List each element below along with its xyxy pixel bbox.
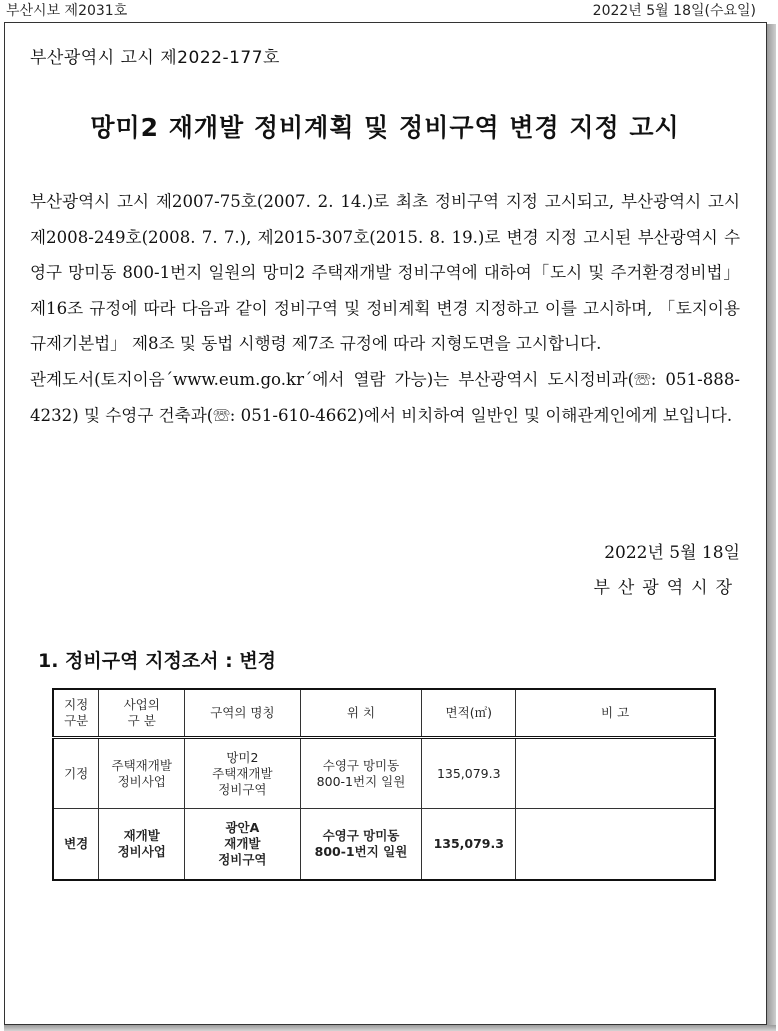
header-cell: 위 치 bbox=[300, 689, 422, 738]
header-cell: 비 고 bbox=[516, 689, 715, 738]
table-cell bbox=[516, 809, 715, 880]
designation-table bbox=[52, 688, 716, 881]
gazette-date: 2022년 5월 18일(수요일) bbox=[592, 3, 756, 19]
notice-title: 망미2 재개발 정비계획 및 정비구역 변경 지정 고시 bbox=[90, 113, 680, 142]
body-paragraph-1: 부산광역시 고시 제2007-75호(2007. 2. 14.)로 최초 정비구역 지정 고시되고, 부산광역시 고시 제2008-249호(2008. 7. 7.), 제2015-307호(2015. 8. 19.)로 변경 지정 고시된 부산광역시 수영구 망미동 800-1번지 일원의 망미2 주택재개발 정비구역에 대하여「도시 및 주거환경정비법」제16조 규정에 따라 다음과 같이 정비구역 및 정비계획 변경 지정하고 이를 고시하며, 「토지이용규제기본법」 제8조 및 동법 시행령 제7조 규정에 따라 지형도면을 고시합니다. bbox=[30, 192, 740, 354]
page-header bbox=[0, 0, 778, 22]
table-cell: 수영구 망미동 800-1번지 일원 bbox=[300, 809, 422, 880]
table-row bbox=[53, 738, 715, 809]
header-cell: 면적(㎡) bbox=[422, 689, 516, 738]
header-cell: 사업의 구 분 bbox=[99, 689, 185, 738]
table-cell: 주택재개발 정비사업 bbox=[99, 738, 185, 809]
table-cell: 수영구 망미동 800-1번지 일원 bbox=[300, 738, 422, 809]
table-row bbox=[53, 809, 715, 880]
gazette-issue: 부산시보 제2031호 bbox=[6, 3, 128, 19]
table-cell: 135,079.3 bbox=[422, 809, 516, 880]
table-cell: 재개발 정비사업 bbox=[99, 809, 185, 880]
table-cell: 기정 bbox=[53, 738, 99, 809]
section-title: 1. 정비구역 지정조서 : 변경 bbox=[38, 650, 277, 672]
notice-date: 2022년 5월 18일 bbox=[604, 543, 740, 563]
table-cell: 변경 bbox=[53, 809, 99, 880]
signer: 부산광역시장 bbox=[593, 578, 740, 598]
table-cell: 135,079.3 bbox=[422, 738, 516, 809]
frame-shadow bbox=[767, 24, 776, 1026]
table-cell: 광안A 재개발 정비구역 bbox=[185, 809, 301, 880]
frame-bottom-shadow bbox=[4, 1025, 776, 1031]
notice-number: 부산광역시 고시 제2022-177호 bbox=[30, 48, 280, 68]
header-cell: 구역의 명칭 bbox=[185, 689, 301, 738]
table-cell bbox=[516, 738, 715, 809]
header-cell: 지정 구분 bbox=[53, 689, 99, 738]
body-paragraph-2: 관계도서(토지이음´www.eum.go.kr´에서 열람 가능)는 부산광역시 도시정비과(☏: 051-888-4232) 및 수영구 건축과(☏: 051-610-4662)에서 비치하여 일반인 및 이해관계인에게 보입니다. bbox=[30, 369, 740, 425]
notice-body bbox=[30, 184, 740, 433]
table-header-row bbox=[53, 689, 715, 738]
table-cell: 망미2 주택재개발 정비구역 bbox=[185, 738, 301, 809]
